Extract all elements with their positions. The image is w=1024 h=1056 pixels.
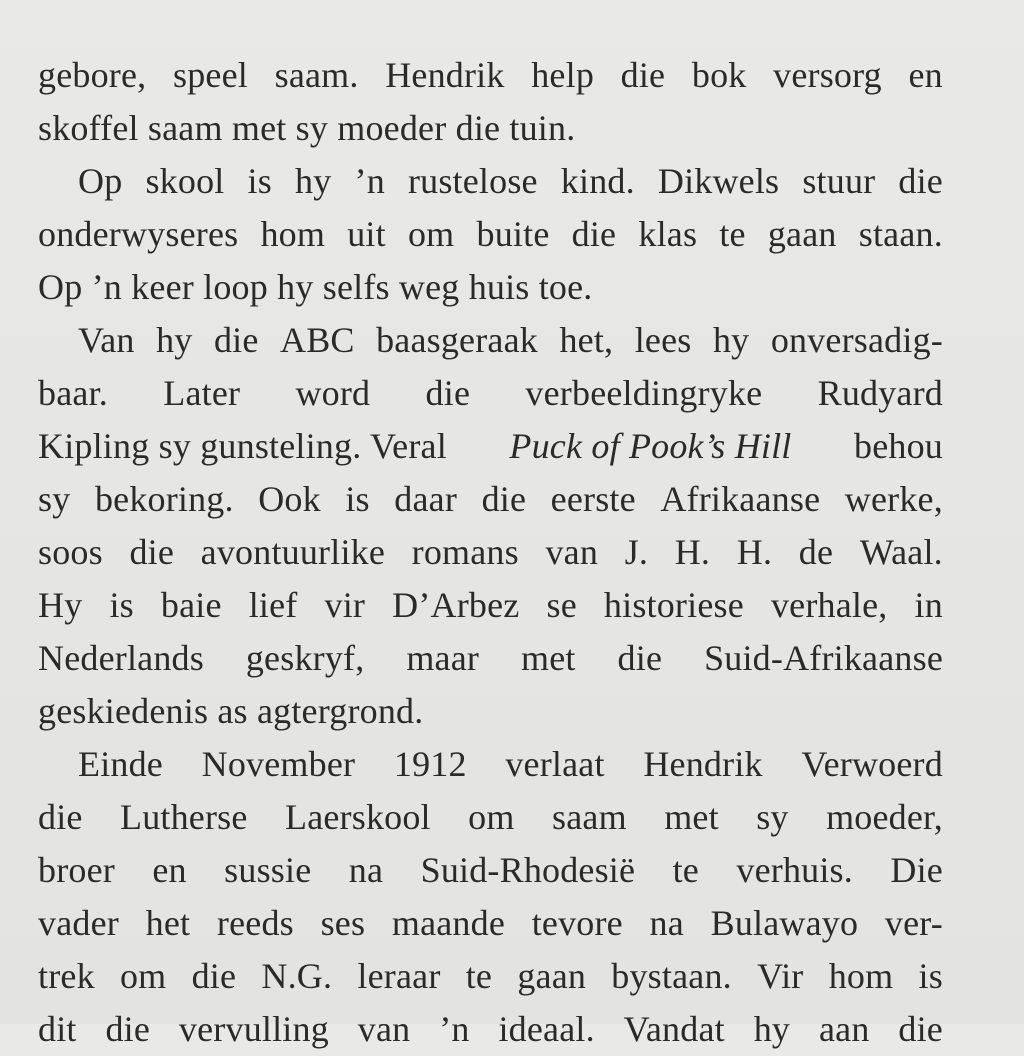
text-line-with-title — [38, 420, 943, 473]
text-line: geskiedenis as agtergrond. — [38, 691, 424, 731]
word: avontuurlike — [200, 532, 386, 572]
word: versorg — [773, 55, 882, 95]
word: bok — [691, 55, 747, 95]
word: dit — [38, 1009, 77, 1049]
word: reeds — [216, 903, 294, 943]
word: geskryf, — [245, 638, 365, 678]
word: om — [468, 797, 515, 837]
word: D’Arbez — [392, 585, 520, 625]
text-line — [38, 579, 943, 632]
word: baie — [160, 585, 222, 625]
text-line: Op ’n keer loop hy selfs weg huis toe. — [38, 267, 593, 307]
word: is — [109, 585, 134, 625]
word: is — [345, 479, 370, 519]
word: na — [649, 903, 684, 943]
text-line — [38, 208, 943, 261]
word: leraar — [357, 956, 441, 996]
word: ver- — [884, 903, 943, 943]
word: trek — [38, 956, 95, 996]
word: Hendrik — [643, 744, 763, 784]
word: Vir — [757, 956, 804, 996]
text-line — [38, 314, 943, 367]
word: help — [531, 55, 595, 95]
word: die — [213, 320, 259, 360]
word: Waal. — [859, 532, 943, 572]
word: Afrikaanse — [660, 479, 821, 519]
word: saam. — [274, 55, 359, 95]
word: hy — [712, 320, 750, 360]
text-segment: behou — [844, 426, 943, 466]
word: het — [145, 903, 191, 943]
word: Laerskool — [285, 797, 431, 837]
word: romans — [411, 532, 519, 572]
word: Nederlands — [38, 638, 204, 678]
text-line: skoffel saam met sy moeder die tuin. — [38, 108, 576, 148]
word: die — [617, 638, 663, 678]
word: sy — [38, 479, 71, 519]
word: is — [247, 161, 272, 201]
word: word — [295, 373, 371, 413]
text-line — [38, 791, 943, 844]
text-line — [38, 950, 943, 1003]
word: te — [672, 850, 699, 890]
word: Suid-Afrikaanse — [704, 638, 943, 678]
word: Die — [890, 850, 943, 890]
word: verhale, — [770, 585, 888, 625]
word: Van — [78, 320, 135, 360]
body-text — [38, 49, 943, 1056]
word: aan — [818, 1009, 870, 1049]
word: bystaan. — [611, 956, 732, 996]
word: Lutherse — [120, 797, 248, 837]
word: hom — [828, 956, 894, 996]
word: is — [918, 956, 943, 996]
word: en — [152, 850, 187, 890]
word: lief — [248, 585, 298, 625]
text-line — [38, 367, 943, 420]
word: skool — [145, 161, 225, 201]
word: Ook — [258, 479, 321, 519]
word: onderwyseres — [38, 214, 239, 254]
word: baasgeraak — [376, 320, 538, 360]
word: kind. — [560, 161, 635, 201]
word: te — [465, 956, 493, 996]
word: klas — [638, 214, 698, 254]
word: uit — [347, 214, 386, 254]
word: staan. — [858, 214, 943, 254]
word: hom — [260, 214, 326, 254]
word: ABC — [280, 320, 355, 360]
word: die — [38, 797, 83, 837]
word: baar. — [38, 373, 108, 413]
word: verbeeldingryke — [525, 373, 763, 413]
text-line — [38, 1003, 943, 1056]
word: het, — [559, 320, 614, 360]
text-line — [38, 632, 943, 685]
word: maande — [391, 903, 506, 943]
word: die — [898, 1009, 943, 1049]
word: historiese — [603, 585, 744, 625]
word: H. — [674, 532, 711, 572]
word: N.G. — [261, 956, 333, 996]
word: Bulawayo — [710, 903, 859, 943]
word: ses — [320, 903, 366, 943]
word: rustelose — [407, 161, 538, 201]
text-line — [38, 844, 943, 897]
word: hy — [295, 161, 332, 201]
word: Verwoerd — [801, 744, 943, 784]
word: J. — [624, 532, 649, 572]
word: en — [908, 55, 943, 95]
word: buite — [476, 214, 550, 254]
word: Hy — [38, 585, 83, 625]
word: te — [719, 214, 746, 254]
word: die — [191, 956, 237, 996]
word: sussie — [224, 850, 312, 890]
word: Later — [163, 373, 241, 413]
word: Dikwels — [657, 161, 780, 201]
word: vervulling — [178, 1009, 329, 1049]
word: bekoring. — [94, 479, 234, 519]
word: die — [571, 214, 617, 254]
word: ideaal. — [498, 1009, 595, 1049]
word: Suid-Rhodesië — [420, 850, 636, 890]
word: Einde — [78, 744, 163, 784]
word: Hendrik — [385, 55, 505, 95]
word: die — [620, 55, 666, 95]
word: in — [914, 585, 943, 625]
word: lees — [634, 320, 692, 360]
text-line — [38, 738, 943, 791]
word: November — [201, 744, 356, 784]
word: hy — [753, 1009, 791, 1049]
word: gebore, — [38, 55, 147, 95]
text-segment: Kipling sy gunsteling. Veral — [38, 426, 457, 466]
text-line — [38, 473, 943, 526]
word: om — [407, 214, 455, 254]
word: Rudyard — [817, 373, 943, 413]
word: met — [521, 638, 576, 678]
word: vir — [324, 585, 366, 625]
word: stuur — [802, 161, 876, 201]
word: H. — [736, 532, 773, 572]
word: gaan — [767, 214, 837, 254]
word: werke, — [844, 479, 943, 519]
word: verlaat — [505, 744, 605, 784]
word: 1912 — [393, 744, 467, 784]
word: ’n — [439, 1009, 470, 1049]
word: van — [545, 532, 599, 572]
word: verhuis. — [736, 850, 853, 890]
word: van — [357, 1009, 411, 1049]
word: saam — [552, 797, 627, 837]
word: die — [898, 161, 943, 201]
book-title: Puck of Pook’s Hill — [509, 426, 792, 466]
text-line — [38, 155, 943, 208]
word: Vandat — [623, 1009, 725, 1049]
word: broer — [38, 850, 115, 890]
word: ’n — [354, 161, 385, 201]
word: die — [129, 532, 175, 572]
word: maar — [406, 638, 480, 678]
word: die — [105, 1009, 151, 1049]
word: gaan — [517, 956, 587, 996]
word: hy — [156, 320, 193, 360]
word: speel — [173, 55, 248, 95]
word: vader — [38, 903, 119, 943]
word: de — [798, 532, 834, 572]
word: die — [481, 479, 527, 519]
word: eerste — [550, 479, 636, 519]
word: na — [348, 850, 384, 890]
word: met — [664, 797, 719, 837]
text-line — [38, 49, 943, 102]
word: sy — [756, 797, 789, 837]
word: moeder, — [826, 797, 943, 837]
word: soos — [38, 532, 103, 572]
word: om — [119, 956, 167, 996]
word: se — [546, 585, 577, 625]
word: die — [425, 373, 471, 413]
word: Op — [78, 161, 123, 201]
word: onversadig- — [770, 320, 943, 360]
text-line — [38, 526, 943, 579]
word: daar — [394, 479, 458, 519]
word: tevore — [531, 903, 623, 943]
text-line — [38, 897, 943, 950]
